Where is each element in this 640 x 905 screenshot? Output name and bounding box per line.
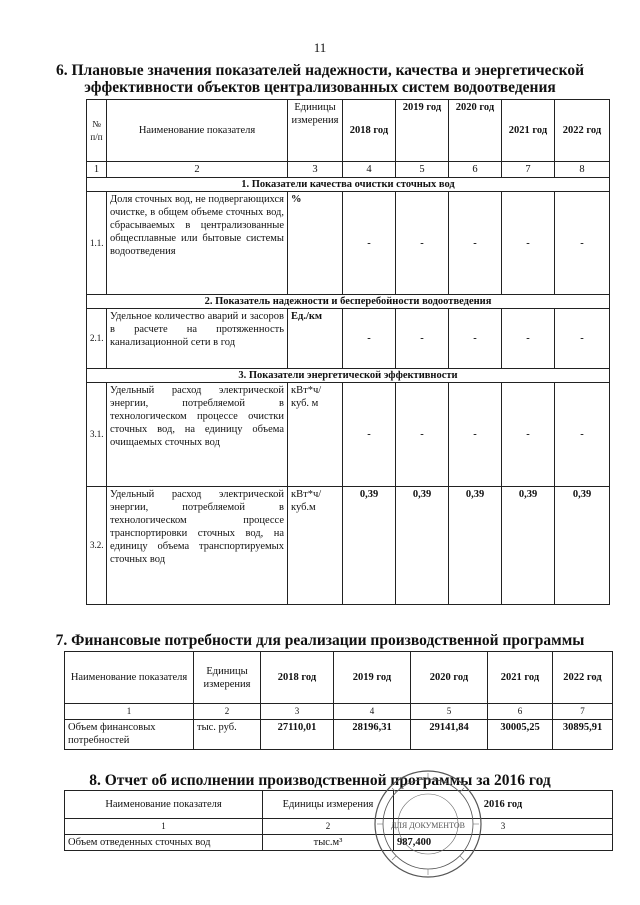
value-cell: - (502, 383, 555, 487)
page-number: 11 (313, 40, 327, 55)
header-2022: 2022 год (553, 652, 613, 704)
stamp-text: ДЛЯ ДОКУМЕНТОВ (391, 821, 465, 830)
group-energy: 3. Показатели энергетической эффективности (87, 369, 610, 383)
value-cell: 0,39 (396, 487, 449, 605)
value-cell: 0,39 (343, 487, 396, 605)
col-number: 6 (488, 704, 553, 720)
row-unit: Ед./км (288, 309, 343, 369)
section7-title: 7. Финансовые потребности для реализации производственной программы (55, 632, 585, 649)
col-number: 6 (449, 162, 502, 178)
value-cell: 0,39 (555, 487, 610, 605)
row-name: Объем финансовых потребностей (65, 720, 194, 750)
header-2019: 2019 год (396, 100, 449, 162)
finance-table (64, 651, 613, 750)
value-cell: - (449, 383, 502, 487)
header-name: Наименование показателя (65, 652, 194, 704)
col-number: 2 (263, 819, 394, 835)
header-2020: 2020 год (411, 652, 488, 704)
section6-title-line2: эффективности объектов централизованных систем водоотведения (84, 79, 556, 96)
row-num: 3.2. (87, 487, 107, 605)
section8-title: 8. Отчет об исполнении производственной программы за 2016 год (89, 772, 551, 789)
col-number: 7 (553, 704, 613, 720)
row-name: Объем отведенных сточных вод (65, 835, 263, 851)
value-cell: - (555, 383, 610, 487)
row-num: 1.1. (87, 192, 107, 295)
value-cell: - (449, 309, 502, 369)
header-2016: 2016 год (394, 791, 613, 819)
value-cell: - (555, 192, 610, 295)
header-unit: Единицы измерения (288, 100, 343, 162)
col-number: 3 (394, 819, 613, 835)
value-cell: - (555, 309, 610, 369)
value-cell: - (396, 192, 449, 295)
col-number: 1 (65, 819, 263, 835)
header-unit: Единицы измерения (194, 652, 261, 704)
row-name: Доля сточных вод, не подвергающихся очистке, в общем объеме сточных вод, сбрасываемых в централизованные общесплавные или бытовые системы водоотведения (107, 192, 288, 295)
value-cell: 0,39 (449, 487, 502, 605)
header-2020: 2020 год (449, 100, 502, 162)
row-name: Удельный расход электрической энергии, потребляемой в технологическом процессе очистки сточных вод, на единицу объема очищаемых сточных вод (107, 383, 288, 487)
header-unit: Единицы измерения (263, 791, 394, 819)
header-name: Наименование показателя (107, 100, 288, 162)
value-cell: - (502, 192, 555, 295)
value-cell: 28196,31 (334, 720, 411, 750)
col-number: 5 (411, 704, 488, 720)
header-2021: 2021 год (502, 100, 555, 162)
col-number: 2 (107, 162, 288, 178)
header-2021: 2021 год (488, 652, 553, 704)
header-2022: 2022 год (555, 100, 610, 162)
value-cell: - (396, 383, 449, 487)
col-number: 7 (502, 162, 555, 178)
col-number: 2 (194, 704, 261, 720)
row-num: 3.1. (87, 383, 107, 487)
col-number: 5 (396, 162, 449, 178)
row-unit: тыс. руб. (194, 720, 261, 750)
value-cell: - (502, 309, 555, 369)
col-number: 4 (334, 704, 411, 720)
row-unit: тыс.м³ (263, 835, 394, 851)
header-name: Наименование показателя (65, 791, 263, 819)
header-2018: 2018 год (343, 100, 396, 162)
value-cell: 29141,84 (411, 720, 488, 750)
header-2019: 2019 год (334, 652, 411, 704)
row-name: Удельное количество аварий и засоров в расчете на протяженность канализационной сети в год (107, 309, 288, 369)
row-name: Удельный расход электрической энергии, потребляемой в технологическом процессе транспортировки сточных вод, на единицу объема транспортируемых сточных вод (107, 487, 288, 605)
value-cell: - (343, 383, 396, 487)
col-number: 1 (65, 704, 194, 720)
value-cell: 30005,25 (488, 720, 553, 750)
round-stamp (372, 768, 484, 880)
row-num: 2.1. (87, 309, 107, 369)
col-number: 3 (288, 162, 343, 178)
value-cell: 0,39 (502, 487, 555, 605)
col-number: 1 (87, 162, 107, 178)
value-cell: - (343, 192, 396, 295)
value-cell: 30895,91 (553, 720, 613, 750)
row-unit: кВт*ч/ куб.м (288, 487, 343, 605)
value-cell: - (396, 309, 449, 369)
value-cell: - (343, 309, 396, 369)
header-num: № п/п (87, 100, 107, 162)
group-reliability: 2. Показатель надежности и бесперебойности водоотведения (87, 295, 610, 309)
col-number: 4 (343, 162, 396, 178)
row-unit: % (288, 192, 343, 295)
header-2018: 2018 год (261, 652, 334, 704)
reliability-table (86, 99, 610, 605)
value-cell: - (449, 192, 502, 295)
row-unit: кВт*ч/ куб. м (288, 383, 343, 487)
section6-title-line1: 6. Плановые значения показателей надежности, качества и энергетической (55, 62, 585, 79)
value-cell: 987,400 (394, 835, 613, 851)
col-number: 8 (555, 162, 610, 178)
report-table (64, 790, 613, 851)
value-cell: 27110,01 (261, 720, 334, 750)
group-quality: 1. Показатели качества очистки сточных вод (87, 178, 610, 192)
col-number: 3 (261, 704, 334, 720)
